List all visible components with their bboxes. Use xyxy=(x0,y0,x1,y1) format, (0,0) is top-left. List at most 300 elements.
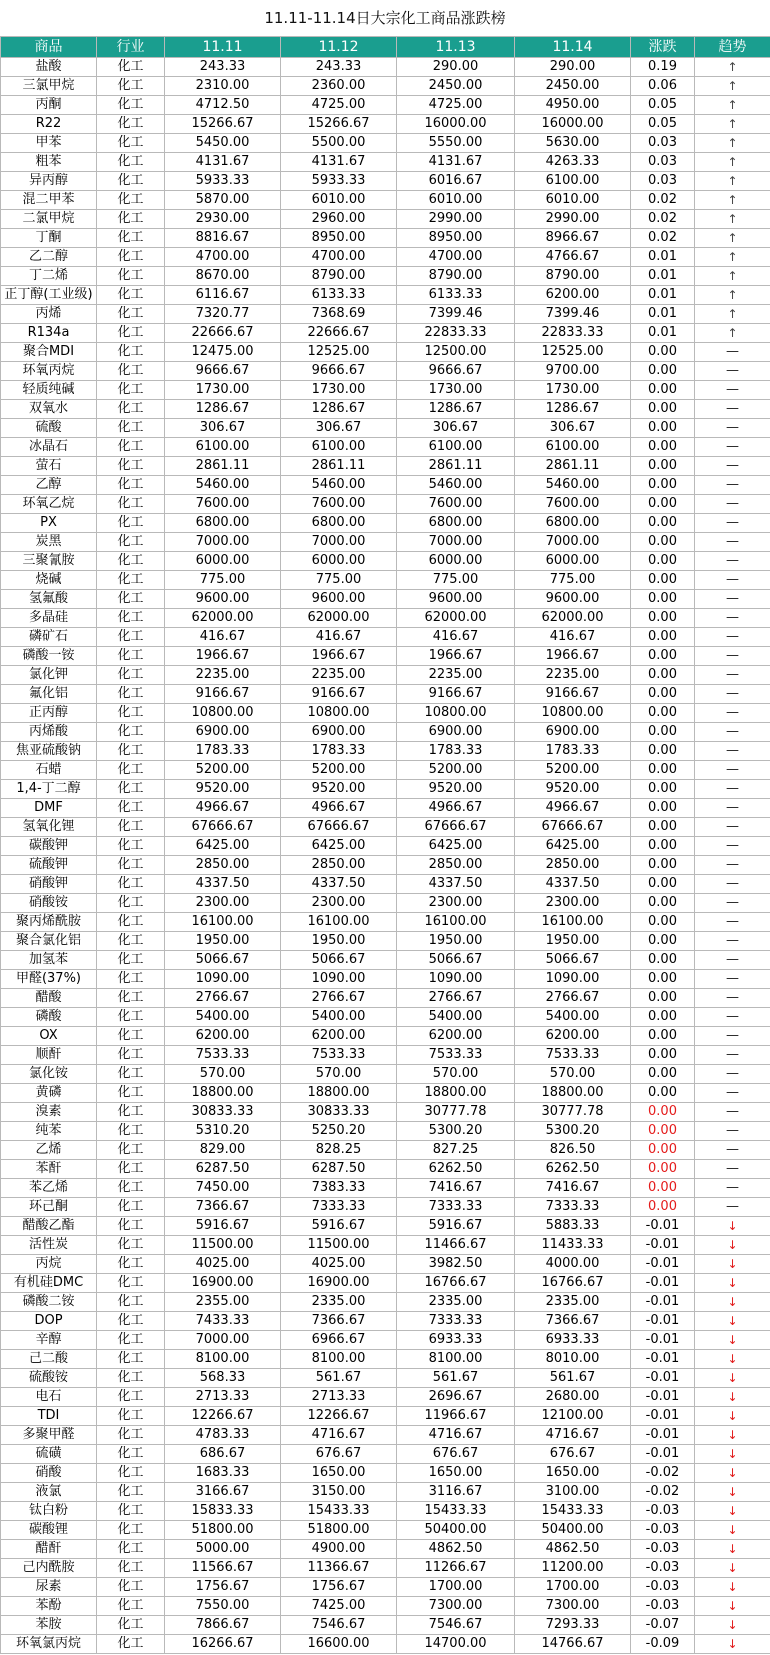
cell-price-1113: 12500.00 xyxy=(397,343,515,362)
cell-price-1114: 7600.00 xyxy=(515,495,631,514)
cell-product: 氯化钾 xyxy=(1,666,97,685)
cell-price-1114: 9600.00 xyxy=(515,590,631,609)
cell-price-1111: 6800.00 xyxy=(165,514,281,533)
trend-flat-icon: — xyxy=(695,1160,770,1179)
cell-price-1111: 686.67 xyxy=(165,1445,281,1464)
cell-price-1114: 4862.50 xyxy=(515,1540,631,1559)
cell-price-1111: 6425.00 xyxy=(165,837,281,856)
cell-price-1114: 1090.00 xyxy=(515,970,631,989)
cell-industry: 化工 xyxy=(97,989,165,1008)
cell-industry: 化工 xyxy=(97,362,165,381)
cell-industry: 化工 xyxy=(97,1103,165,1122)
cell-industry: 化工 xyxy=(97,419,165,438)
cell-price-1112: 1730.00 xyxy=(281,381,397,400)
cell-industry: 化工 xyxy=(97,1426,165,1445)
cell-change: 0.00 xyxy=(631,533,695,552)
cell-product: 乙烯 xyxy=(1,1141,97,1160)
cell-price-1112: 828.25 xyxy=(281,1141,397,1160)
cell-industry: 化工 xyxy=(97,742,165,761)
cell-price-1112: 15433.33 xyxy=(281,1502,397,1521)
table-row xyxy=(1,590,770,609)
cell-product: 加氢苯 xyxy=(1,951,97,970)
cell-change: -0.01 xyxy=(631,1312,695,1331)
trend-up-icon: ↑ xyxy=(695,96,770,115)
cell-product: 丙烯酸 xyxy=(1,723,97,742)
trend-down-icon: ↓ xyxy=(695,1312,770,1331)
cell-product: DMF xyxy=(1,799,97,818)
cell-price-1114: 4263.33 xyxy=(515,153,631,172)
cell-price-1114: 7000.00 xyxy=(515,533,631,552)
cell-price-1114: 2850.00 xyxy=(515,856,631,875)
cell-price-1114: 14766.67 xyxy=(515,1635,631,1654)
cell-price-1111: 7550.00 xyxy=(165,1597,281,1616)
cell-change: 0.00 xyxy=(631,514,695,533)
cell-change: 0.02 xyxy=(631,229,695,248)
trend-down-icon: ↓ xyxy=(695,1274,770,1293)
cell-price-1112: 6800.00 xyxy=(281,514,397,533)
header-row xyxy=(1,37,770,58)
cell-product: 乙醇 xyxy=(1,476,97,495)
table-row xyxy=(1,913,770,932)
cell-industry: 化工 xyxy=(97,856,165,875)
cell-product: 异丙醇 xyxy=(1,172,97,191)
cell-price-1113: 6016.67 xyxy=(397,172,515,191)
cell-price-1111: 30833.33 xyxy=(165,1103,281,1122)
cell-change: 0.00 xyxy=(631,742,695,761)
cell-industry: 化工 xyxy=(97,58,165,77)
cell-price-1114: 416.67 xyxy=(515,628,631,647)
cell-change: 0.00 xyxy=(631,590,695,609)
cell-industry: 化工 xyxy=(97,590,165,609)
cell-price-1112: 2300.00 xyxy=(281,894,397,913)
cell-price-1112: 5916.67 xyxy=(281,1217,397,1236)
cell-change: -0.03 xyxy=(631,1502,695,1521)
cell-product: R134a xyxy=(1,324,97,343)
cell-product: 萤石 xyxy=(1,457,97,476)
cell-industry: 化工 xyxy=(97,647,165,666)
cell-price-1114: 7293.33 xyxy=(515,1616,631,1635)
trend-flat-icon: — xyxy=(695,343,770,362)
cell-price-1111: 7320.77 xyxy=(165,305,281,324)
cell-price-1114: 12100.00 xyxy=(515,1407,631,1426)
cell-change: 0.00 xyxy=(631,571,695,590)
cell-price-1113: 4337.50 xyxy=(397,875,515,894)
cell-industry: 化工 xyxy=(97,837,165,856)
cell-industry: 化工 xyxy=(97,1578,165,1597)
cell-change: 0.00 xyxy=(631,1084,695,1103)
cell-price-1112: 7000.00 xyxy=(281,533,397,552)
cell-price-1112: 5400.00 xyxy=(281,1008,397,1027)
table-header xyxy=(1,37,770,58)
trend-flat-icon: — xyxy=(695,571,770,590)
cell-price-1113: 67666.67 xyxy=(397,818,515,837)
cell-price-1112: 775.00 xyxy=(281,571,397,590)
cell-price-1113: 676.67 xyxy=(397,1445,515,1464)
cell-price-1114: 8966.67 xyxy=(515,229,631,248)
cell-price-1112: 3150.00 xyxy=(281,1483,397,1502)
cell-price-1111: 15833.33 xyxy=(165,1502,281,1521)
cell-product: 氯化铵 xyxy=(1,1065,97,1084)
table-row xyxy=(1,1293,770,1312)
cell-price-1113: 4716.67 xyxy=(397,1426,515,1445)
cell-change: -0.03 xyxy=(631,1540,695,1559)
table-row xyxy=(1,1046,770,1065)
table-row xyxy=(1,609,770,628)
cell-product: 苯乙烯 xyxy=(1,1179,97,1198)
trend-flat-icon: — xyxy=(695,514,770,533)
cell-price-1111: 9166.67 xyxy=(165,685,281,704)
cell-industry: 化工 xyxy=(97,970,165,989)
cell-price-1111: 2235.00 xyxy=(165,666,281,685)
cell-price-1113: 775.00 xyxy=(397,571,515,590)
cell-price-1114: 2235.00 xyxy=(515,666,631,685)
table-row xyxy=(1,381,770,400)
cell-industry: 化工 xyxy=(97,1331,165,1350)
cell-price-1111: 2355.00 xyxy=(165,1293,281,1312)
cell-price-1112: 6287.50 xyxy=(281,1160,397,1179)
column-header-date-1113: 11.13 xyxy=(397,37,515,58)
cell-price-1112: 2335.00 xyxy=(281,1293,397,1312)
cell-price-1113: 16766.67 xyxy=(397,1274,515,1293)
cell-product: 多晶硅 xyxy=(1,609,97,628)
cell-price-1112: 4966.67 xyxy=(281,799,397,818)
table-row xyxy=(1,134,770,153)
cell-product: 混二甲苯 xyxy=(1,191,97,210)
cell-industry: 化工 xyxy=(97,1350,165,1369)
cell-change: 0.00 xyxy=(631,1065,695,1084)
cell-price-1112: 6425.00 xyxy=(281,837,397,856)
trend-flat-icon: — xyxy=(695,647,770,666)
cell-price-1112: 2360.00 xyxy=(281,77,397,96)
cell-price-1112: 4131.67 xyxy=(281,153,397,172)
cell-price-1114: 5066.67 xyxy=(515,951,631,970)
cell-price-1114: 22833.33 xyxy=(515,324,631,343)
cell-product: 氢氧化锂 xyxy=(1,818,97,837)
cell-price-1112: 561.67 xyxy=(281,1369,397,1388)
table-row xyxy=(1,1350,770,1369)
cell-industry: 化工 xyxy=(97,115,165,134)
cell-product: 烧碱 xyxy=(1,571,97,590)
cell-price-1114: 9166.67 xyxy=(515,685,631,704)
cell-price-1111: 18800.00 xyxy=(165,1084,281,1103)
cell-price-1113: 22833.33 xyxy=(397,324,515,343)
trend-down-icon: ↓ xyxy=(695,1217,770,1236)
trend-flat-icon: — xyxy=(695,1179,770,1198)
trend-flat-icon: — xyxy=(695,685,770,704)
table-row xyxy=(1,476,770,495)
cell-change: -0.03 xyxy=(631,1559,695,1578)
cell-price-1113: 6133.33 xyxy=(397,286,515,305)
cell-product: 苯酚 xyxy=(1,1597,97,1616)
cell-price-1114: 2990.00 xyxy=(515,210,631,229)
cell-industry: 化工 xyxy=(97,1236,165,1255)
cell-price-1113: 8100.00 xyxy=(397,1350,515,1369)
table-row xyxy=(1,1483,770,1502)
cell-price-1114: 6000.00 xyxy=(515,552,631,571)
table-row xyxy=(1,1198,770,1217)
cell-change: 0.00 xyxy=(631,609,695,628)
cell-price-1111: 1966.67 xyxy=(165,647,281,666)
cell-change: 0.00 xyxy=(631,989,695,1008)
cell-price-1112: 16100.00 xyxy=(281,913,397,932)
cell-price-1111: 4025.00 xyxy=(165,1255,281,1274)
cell-industry: 化工 xyxy=(97,343,165,362)
trend-flat-icon: — xyxy=(695,799,770,818)
cell-price-1111: 9600.00 xyxy=(165,590,281,609)
cell-price-1111: 22666.67 xyxy=(165,324,281,343)
cell-product: 硝酸钾 xyxy=(1,875,97,894)
cell-product: 氢氟酸 xyxy=(1,590,97,609)
cell-change: 0.00 xyxy=(631,400,695,419)
cell-industry: 化工 xyxy=(97,191,165,210)
trend-flat-icon: — xyxy=(695,1065,770,1084)
cell-industry: 化工 xyxy=(97,1521,165,1540)
cell-product: 环氧氯丙烷 xyxy=(1,1635,97,1654)
cell-price-1114: 6933.33 xyxy=(515,1331,631,1350)
cell-price-1111: 1090.00 xyxy=(165,970,281,989)
cell-price-1113: 5400.00 xyxy=(397,1008,515,1027)
cell-change: 0.00 xyxy=(631,723,695,742)
cell-product: 活性炭 xyxy=(1,1236,97,1255)
table-row xyxy=(1,172,770,191)
cell-price-1113: 16000.00 xyxy=(397,115,515,134)
trend-up-icon: ↑ xyxy=(695,134,770,153)
table-row xyxy=(1,153,770,172)
cell-price-1111: 67666.67 xyxy=(165,818,281,837)
cell-price-1113: 8790.00 xyxy=(397,267,515,286)
cell-product: 二氯甲烷 xyxy=(1,210,97,229)
table-row xyxy=(1,1255,770,1274)
cell-price-1113: 1783.33 xyxy=(397,742,515,761)
table-row xyxy=(1,77,770,96)
cell-price-1114: 6100.00 xyxy=(515,172,631,191)
trend-flat-icon: — xyxy=(695,875,770,894)
cell-industry: 化工 xyxy=(97,1407,165,1426)
table-row xyxy=(1,761,770,780)
cell-change: 0.00 xyxy=(631,1122,695,1141)
table-row xyxy=(1,647,770,666)
table-row xyxy=(1,267,770,286)
cell-change: 0.00 xyxy=(631,666,695,685)
cell-product: 苯酐 xyxy=(1,1160,97,1179)
cell-change: -0.02 xyxy=(631,1464,695,1483)
cell-price-1112: 676.67 xyxy=(281,1445,397,1464)
cell-price-1111: 2850.00 xyxy=(165,856,281,875)
cell-change: -0.01 xyxy=(631,1426,695,1445)
cell-price-1112: 12525.00 xyxy=(281,343,397,362)
column-header-change: 涨跌 xyxy=(631,37,695,58)
trend-down-icon: ↓ xyxy=(695,1331,770,1350)
cell-industry: 化工 xyxy=(97,1540,165,1559)
trend-down-icon: ↓ xyxy=(695,1616,770,1635)
cell-price-1111: 1950.00 xyxy=(165,932,281,951)
cell-price-1114: 1286.67 xyxy=(515,400,631,419)
cell-price-1111: 5460.00 xyxy=(165,476,281,495)
cell-change: 0.03 xyxy=(631,134,695,153)
cell-price-1111: 16900.00 xyxy=(165,1274,281,1293)
cell-change: -0.01 xyxy=(631,1255,695,1274)
cell-industry: 化工 xyxy=(97,514,165,533)
table-row xyxy=(1,723,770,742)
cell-price-1114: 570.00 xyxy=(515,1065,631,1084)
cell-price-1111: 6200.00 xyxy=(165,1027,281,1046)
cell-industry: 化工 xyxy=(97,1141,165,1160)
cell-industry: 化工 xyxy=(97,305,165,324)
trend-up-icon: ↑ xyxy=(695,229,770,248)
cell-product: 正丙醇 xyxy=(1,704,97,723)
table-row xyxy=(1,1274,770,1293)
cell-industry: 化工 xyxy=(97,248,165,267)
cell-change: 0.00 xyxy=(631,1046,695,1065)
table-row xyxy=(1,875,770,894)
cell-change: 0.01 xyxy=(631,324,695,343)
trend-down-icon: ↓ xyxy=(695,1483,770,1502)
cell-industry: 化工 xyxy=(97,1160,165,1179)
cell-price-1112: 16900.00 xyxy=(281,1274,397,1293)
trend-flat-icon: — xyxy=(695,1046,770,1065)
cell-change: 0.02 xyxy=(631,191,695,210)
cell-price-1112: 2713.33 xyxy=(281,1388,397,1407)
cell-price-1114: 8790.00 xyxy=(515,267,631,286)
trend-flat-icon: — xyxy=(695,1198,770,1217)
cell-industry: 化工 xyxy=(97,1464,165,1483)
cell-industry: 化工 xyxy=(97,1084,165,1103)
cell-product: 磷矿石 xyxy=(1,628,97,647)
cell-product: 黄磷 xyxy=(1,1084,97,1103)
cell-product: R22 xyxy=(1,115,97,134)
table-row xyxy=(1,1369,770,1388)
cell-price-1111: 7533.33 xyxy=(165,1046,281,1065)
cell-price-1114: 4000.00 xyxy=(515,1255,631,1274)
cell-product: 丙酮 xyxy=(1,96,97,115)
cell-price-1112: 9600.00 xyxy=(281,590,397,609)
trend-up-icon: ↑ xyxy=(695,58,770,77)
table-row xyxy=(1,894,770,913)
cell-price-1112: 2235.00 xyxy=(281,666,397,685)
cell-price-1113: 4862.50 xyxy=(397,1540,515,1559)
table-row xyxy=(1,837,770,856)
cell-change: 0.00 xyxy=(631,837,695,856)
cell-price-1111: 8816.67 xyxy=(165,229,281,248)
cell-industry: 化工 xyxy=(97,723,165,742)
cell-change: 0.00 xyxy=(631,419,695,438)
table-row xyxy=(1,628,770,647)
cell-price-1112: 7546.67 xyxy=(281,1616,397,1635)
cell-change: 0.00 xyxy=(631,818,695,837)
cell-product: 醋酸 xyxy=(1,989,97,1008)
cell-industry: 化工 xyxy=(97,552,165,571)
cell-price-1111: 7433.33 xyxy=(165,1312,281,1331)
trend-flat-icon: — xyxy=(695,400,770,419)
cell-product: 石蜡 xyxy=(1,761,97,780)
cell-change: 0.00 xyxy=(631,951,695,970)
trend-down-icon: ↓ xyxy=(695,1426,770,1445)
cell-price-1112: 7425.00 xyxy=(281,1597,397,1616)
cell-price-1114: 4766.67 xyxy=(515,248,631,267)
cell-product: 溴素 xyxy=(1,1103,97,1122)
cell-industry: 化工 xyxy=(97,1483,165,1502)
cell-product: 甲醛(37%) xyxy=(1,970,97,989)
cell-change: 0.03 xyxy=(631,172,695,191)
cell-price-1114: 5400.00 xyxy=(515,1008,631,1027)
table-row xyxy=(1,1597,770,1616)
cell-price-1112: 1090.00 xyxy=(281,970,397,989)
cell-change: 0.00 xyxy=(631,647,695,666)
cell-price-1113: 7000.00 xyxy=(397,533,515,552)
cell-price-1113: 1286.67 xyxy=(397,400,515,419)
cell-price-1113: 2335.00 xyxy=(397,1293,515,1312)
table-row xyxy=(1,1065,770,1084)
cell-price-1112: 2766.67 xyxy=(281,989,397,1008)
cell-price-1111: 1756.67 xyxy=(165,1578,281,1597)
cell-product: 碳酸锂 xyxy=(1,1521,97,1540)
cell-price-1113: 7333.33 xyxy=(397,1312,515,1331)
cell-change: 0.00 xyxy=(631,1008,695,1027)
cell-price-1111: 5200.00 xyxy=(165,761,281,780)
cell-industry: 化工 xyxy=(97,1179,165,1198)
cell-industry: 化工 xyxy=(97,913,165,932)
trend-up-icon: ↑ xyxy=(695,172,770,191)
table-row xyxy=(1,1160,770,1179)
cell-industry: 化工 xyxy=(97,932,165,951)
cell-product: 尿素 xyxy=(1,1578,97,1597)
cell-price-1114: 50400.00 xyxy=(515,1521,631,1540)
cell-price-1111: 15266.67 xyxy=(165,115,281,134)
column-header-date-1112: 11.12 xyxy=(281,37,397,58)
cell-price-1113: 6933.33 xyxy=(397,1331,515,1350)
cell-industry: 化工 xyxy=(97,951,165,970)
cell-change: 0.19 xyxy=(631,58,695,77)
cell-price-1111: 5310.20 xyxy=(165,1122,281,1141)
cell-product: 氟化铝 xyxy=(1,685,97,704)
cell-product: 硝酸 xyxy=(1,1464,97,1483)
cell-product: 己二酸 xyxy=(1,1350,97,1369)
cell-product: 苯胺 xyxy=(1,1616,97,1635)
trend-flat-icon: — xyxy=(695,1122,770,1141)
cell-price-1112: 7383.33 xyxy=(281,1179,397,1198)
cell-price-1111: 829.00 xyxy=(165,1141,281,1160)
cell-price-1111: 4337.50 xyxy=(165,875,281,894)
cell-price-1111: 12266.67 xyxy=(165,1407,281,1426)
cell-price-1114: 7416.67 xyxy=(515,1179,631,1198)
cell-industry: 化工 xyxy=(97,229,165,248)
trend-up-icon: ↑ xyxy=(695,248,770,267)
cell-price-1113: 9520.00 xyxy=(397,780,515,799)
trend-flat-icon: — xyxy=(695,590,770,609)
table-row xyxy=(1,400,770,419)
cell-industry: 化工 xyxy=(97,1198,165,1217)
cell-price-1113: 416.67 xyxy=(397,628,515,647)
cell-price-1111: 7450.00 xyxy=(165,1179,281,1198)
trend-flat-icon: — xyxy=(695,609,770,628)
cell-price-1111: 4712.50 xyxy=(165,96,281,115)
cell-price-1111: 7000.00 xyxy=(165,533,281,552)
table-row xyxy=(1,1502,770,1521)
cell-product: 粗苯 xyxy=(1,153,97,172)
trend-flat-icon: — xyxy=(695,533,770,552)
cell-price-1111: 6100.00 xyxy=(165,438,281,457)
cell-price-1114: 6800.00 xyxy=(515,514,631,533)
cell-price-1113: 2861.11 xyxy=(397,457,515,476)
cell-change: -0.01 xyxy=(631,1236,695,1255)
cell-price-1112: 306.67 xyxy=(281,419,397,438)
cell-price-1113: 8950.00 xyxy=(397,229,515,248)
cell-change: 0.00 xyxy=(631,476,695,495)
cell-price-1112: 4725.00 xyxy=(281,96,397,115)
cell-industry: 化工 xyxy=(97,1046,165,1065)
cell-product: 硫酸钾 xyxy=(1,856,97,875)
cell-product: 盐酸 xyxy=(1,58,97,77)
